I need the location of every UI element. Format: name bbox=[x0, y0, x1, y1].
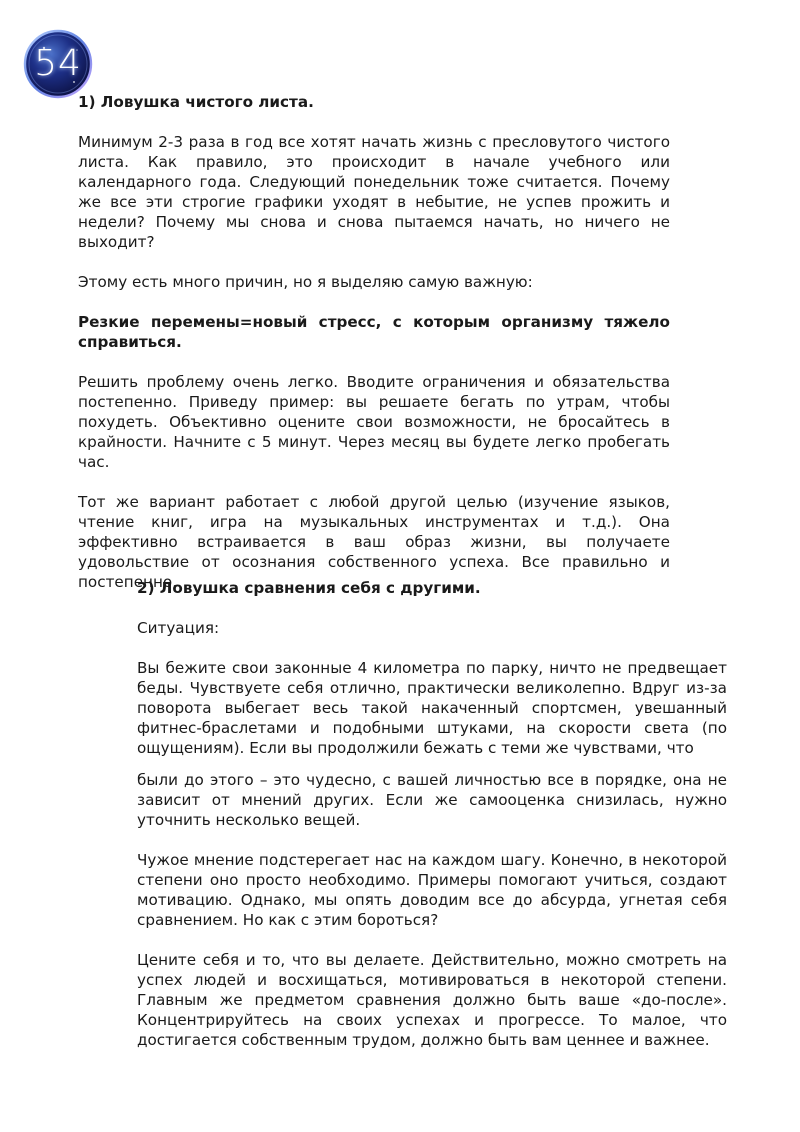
section-heading: 1) Ловушка чистого листа. bbox=[78, 93, 314, 111]
section-clean-slate-trap bbox=[78, 92, 670, 612]
paragraph: Вы бежите свои законные 4 километра по парку, ничто не предвещает беды. Чувствуете себя отлично, практически великолепно. Вдруг из-за поворота выбегает весь такой накаченный спортсмен, увешанный фитнес-браслетами и подобными штуками, на скорости света (по ощущениям). Если вы продолжили бежать с теми же чувствами, что bbox=[137, 659, 727, 757]
paragraph: Минимум 2-3 раза в год все хотят начать жизнь с пресловутого чистого листа. Как правило, это происходит в начале учебного или календарного года. Следующий понедельник тоже считается. Почему же все эти строгие графики уходят в небытие, не успев прожить и недели? Почему мы снова и снова пытаемся начать, но ничего не выходит? bbox=[78, 133, 670, 251]
page-number-badge bbox=[22, 28, 94, 100]
section-heading: 2) Ловушка сравнения себя с другими. bbox=[137, 579, 481, 597]
paragraph: Цените себя и то, что вы делаете. Действительно, можно смотреть на успех людей и восхищаться, мотивироваться в некоторой степени. Главным же предметом сравнения должно быть ваше «до-после». Концентрируйтесь на своих успехах и прогрессе. То малое, что достигается собственным трудом, должно быть вам ценнее и важнее. bbox=[137, 951, 727, 1049]
bold-paragraph: Резкие перемены=новый стресс, с которым организму тяжело справиться. bbox=[78, 313, 670, 351]
paragraph: Этому есть много причин, но я выделяю самую важную: bbox=[78, 273, 533, 291]
paragraph: Ситуация: bbox=[137, 619, 220, 637]
section-comparison-trap bbox=[137, 578, 727, 1070]
paragraph: Чужое мнение подстерегает нас на каждом шагу. Конечно, в некоторой степени оно просто необходимо. Примеры помогают учиться, создают мотивацию. Однако, мы опять доводим все до абсурда, угнетая себя сравнением. Но как с этим бороться? bbox=[137, 851, 727, 929]
paragraph: Решить проблему очень легко. Вводите ограничения и обязательства постепенно. Приведу пример: вы решаете бегать по утрам, чтобы похудеть. Объективно оцените свои возможности, не бросайтесь в крайности. Начните с 5 минут. Через месяц вы будете легко пробегать час. bbox=[78, 373, 670, 471]
paragraph: были до этого – это чудесно, с вашей личностью все в порядке, она не зависит от мнений других. Если же самооценка снизилась, нужно уточнить несколько вещей. bbox=[137, 771, 727, 829]
page-number: 54 bbox=[34, 43, 82, 84]
paragraph: Тот же вариант работает с любой другой целью (изучение языков, чтение книг, игра на музыкальных инструментах и т.д.). Она эффективно встраивается в ваш образ жизни, вы получаете удовольствие от осознания собственного успеха. Все правильно и постепенно. bbox=[78, 493, 670, 591]
